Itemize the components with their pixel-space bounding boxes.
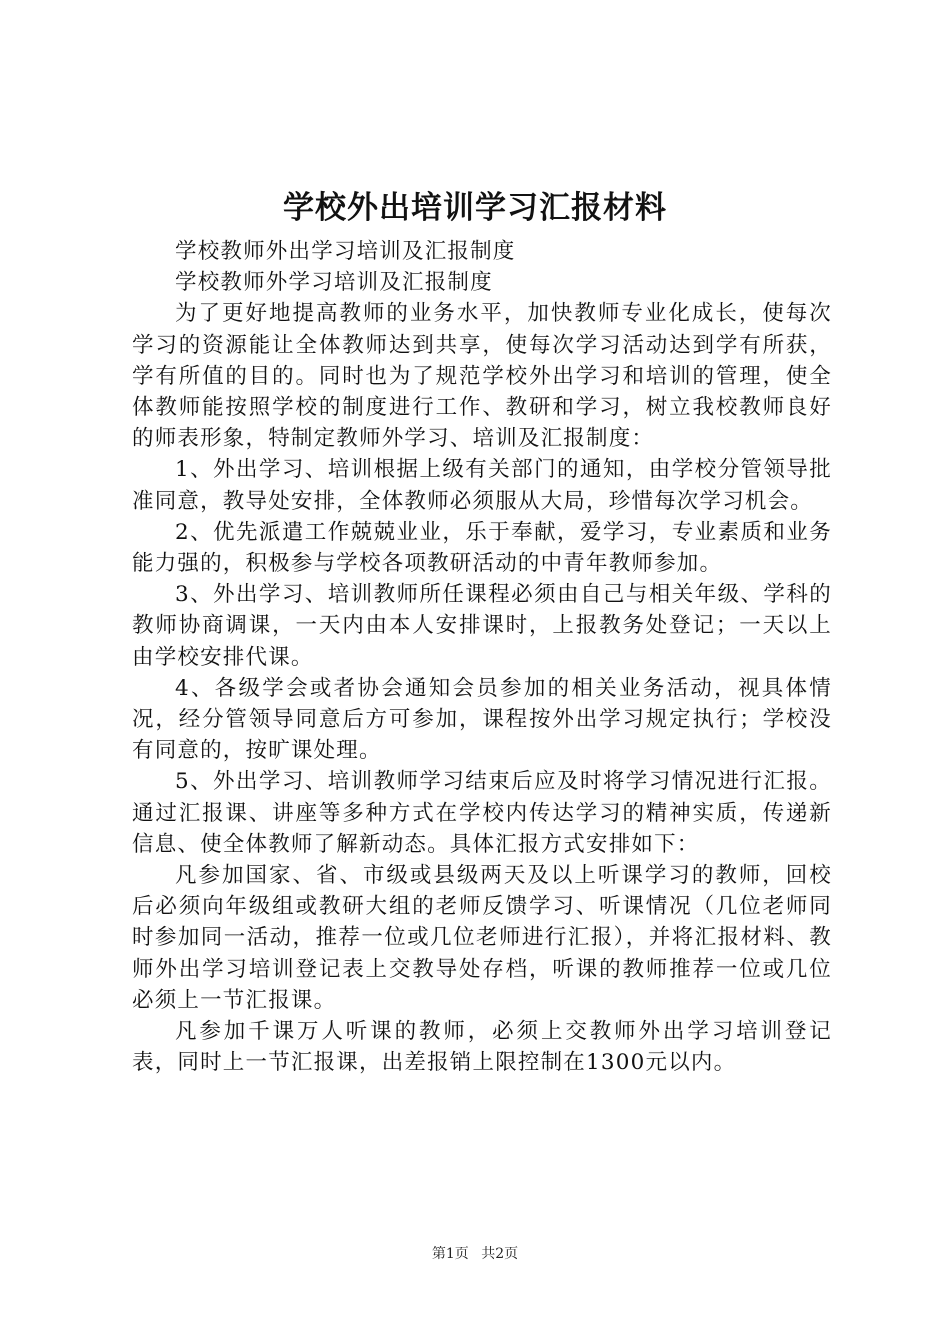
page-total: 共2页 xyxy=(481,1246,519,1262)
intro-paragraph: 为了更好地提高教师的业务水平，加快教师专业化成长，使每次学习的资源能让全体教师达到共享，使每次学习活动达到学有所获，学有所值的目的。同时也为了规范学校外出学习和培训的管理，使全体教师能按照学校的制度进行工作、教研和学习，树立我校教师良好的师表形象，特制定教师外学习、培训及汇报制度： xyxy=(132,301,832,452)
rule-item-5: 5、外出学习、培训教师学习结束后应及时将学习情况进行汇报。通过汇报课、讲座等多种方式在学校内传达学习的精神实质，传递新信息、使全体教师了解新动态。具体汇报方式安排如下： xyxy=(132,769,832,857)
document-body xyxy=(132,236,832,1078)
rule-item-1: 1、外出学习、培训根据上级有关部门的通知，由学校分管领导批准同意，教导处安排，全体教师必须服从大局，珍惜每次学习机会。 xyxy=(132,457,832,514)
subtitle-line-1: 学校教师外出学习培训及汇报制度 xyxy=(175,239,516,264)
report-rule-paragraph-2: 凡参加千课万人听课的教师，必须上交教师外出学习培训登记表，同时上一节汇报课，出差报销上限控制在1300元以内。 xyxy=(132,1019,832,1076)
subtitle-line-2: 学校教师外学习培训及汇报制度 xyxy=(175,270,493,296)
rule-item-3: 3、外出学习、培训教师所任课程必须由自己与相关年级、学科的教师协商调课，一天内由本人安排课时，上报教务处登记；一天以上由学校安排代课。 xyxy=(132,582,832,670)
page-number: 第1页 xyxy=(431,1246,469,1262)
document-title: 学校外出培训学习汇报材料 xyxy=(283,190,667,226)
report-rule-paragraph-1: 凡参加国家、省、市级或县级两天及以上听课学习的教师，回校后必须向年级组或教研大组的老师反馈学习、听课情况（几位老师同时参加同一活动，推荐一位或几位老师进行汇报），并将汇报材料、教师外出学习培训登记表上交教导处存档，听课的教师推荐一位或几位必须上一节汇报课。 xyxy=(132,863,832,1013)
rule-item-4: 4、各级学会或者协会通知会员参加的相关业务活动，视具体情况，经分管领导同意后方可参加，课程按外出学习规定执行；学校没有同意的，按旷课处理。 xyxy=(132,675,832,764)
page-footer xyxy=(0,1244,950,1264)
rule-item-2: 2、优先派遣工作兢兢业业，乐于奉献，爱学习，专业素质和业务能力强的，积极参与学校各项教研活动的中青年教师参加。 xyxy=(132,519,832,577)
